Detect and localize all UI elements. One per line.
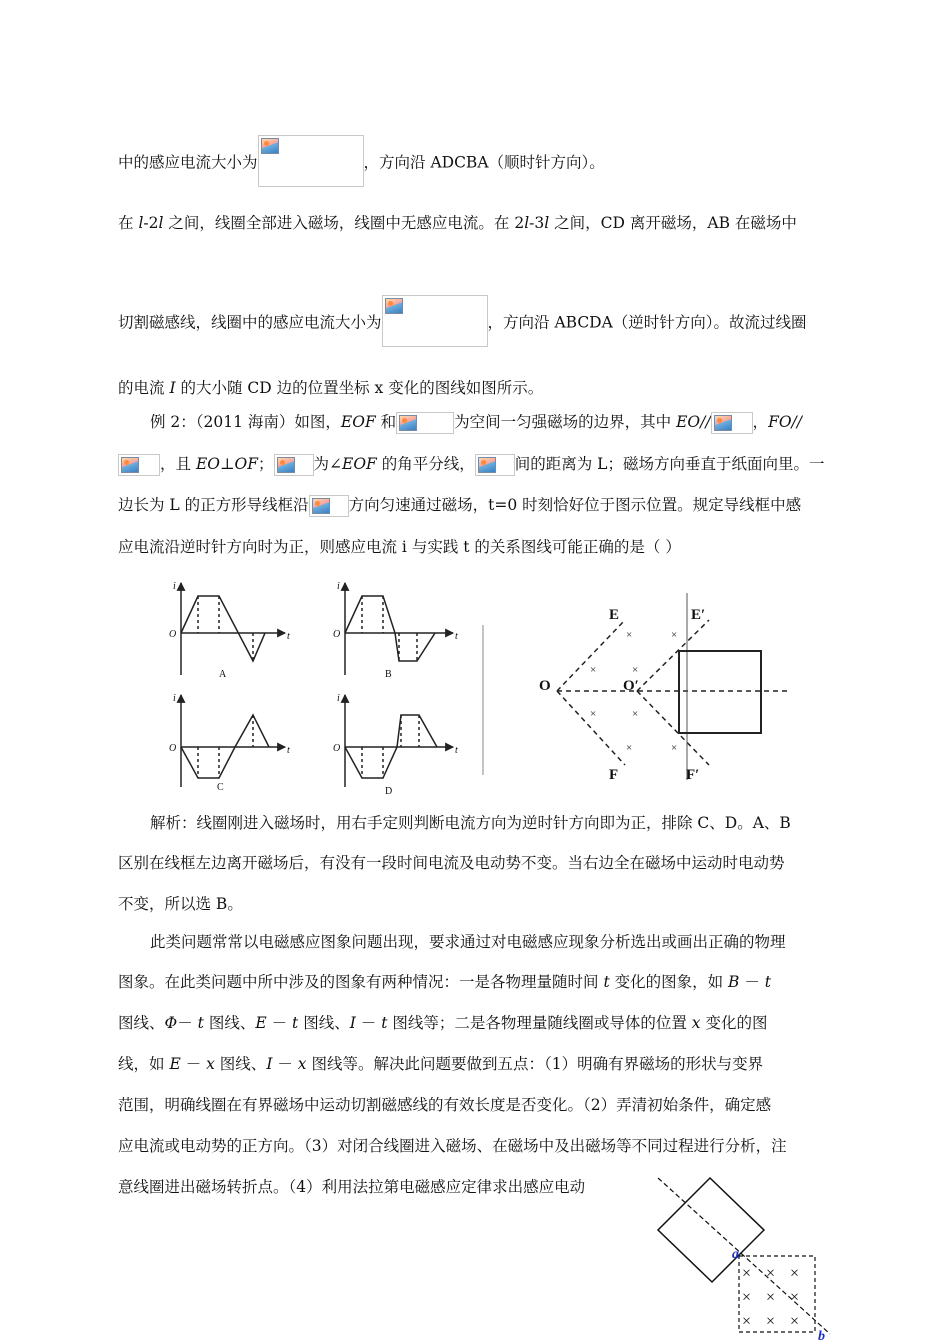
text-line — [118, 1054, 763, 1074]
variable: l — [524, 214, 530, 232]
formula-image — [396, 412, 454, 434]
text-line — [118, 972, 771, 992]
text-line — [118, 454, 824, 476]
graph-c — [181, 695, 285, 787]
point-label: a — [732, 1247, 739, 1262]
text-run: 图线、 — [203, 1014, 256, 1032]
graph-b — [345, 583, 453, 675]
origin-label: O — [333, 743, 341, 754]
text-run: 切割磁感线，线圈中的感应电流大小为 — [118, 313, 382, 332]
text-run: － — [266, 1014, 293, 1032]
variable: l — [158, 214, 164, 232]
text-run: 变化的图 — [700, 1014, 768, 1032]
text-line — [118, 1136, 787, 1156]
field-cross: × — [790, 1313, 800, 1330]
formula-image — [258, 135, 364, 187]
broken-image-icon — [121, 457, 139, 473]
text-run: 的角平分线， — [376, 455, 475, 473]
broken-image-icon — [478, 457, 496, 473]
point-label: b — [818, 1329, 825, 1344]
field-cross: × — [590, 664, 597, 676]
text-run: ，方向沿 ADCBA（顺时针方向）。 — [363, 153, 605, 172]
text-run: － — [355, 1014, 382, 1032]
text-run: 边长为 L 的正方形导线框沿 — [118, 496, 309, 514]
text-run: 方向匀速通过磁场，t=0 时刻恰好位于图示位置。规定导线框中感 — [348, 496, 802, 514]
text-run: － — [739, 973, 765, 991]
variable: l — [544, 214, 550, 232]
text-run: 变化的图象，如 — [609, 973, 729, 991]
variable: t — [603, 973, 610, 991]
broken-image-icon — [714, 415, 732, 431]
text-line — [118, 1095, 771, 1115]
text-run: 区别在线框左边离开磁场后，有没有一段时间电流及电动势不变。当右边全在磁场中运动时电动势 — [118, 854, 785, 872]
point-label: F — [609, 767, 619, 783]
broken-image-icon — [261, 138, 279, 154]
text-line — [118, 894, 243, 914]
physics-figure — [165, 575, 845, 797]
axis-label: i — [337, 693, 340, 704]
text-run: 和 — [375, 413, 397, 431]
variable: t — [197, 1014, 204, 1032]
formula-image — [118, 454, 160, 476]
text-run: － — [180, 1055, 207, 1073]
text-run: 图线、 — [118, 1014, 165, 1032]
variable: I — [266, 1055, 273, 1073]
text-run: 之间，线圈全部进入磁场，线圈中无感应电流。在 2 — [163, 214, 525, 232]
text-run: 图线等；二是各物理量随线圈或导体的位置 — [387, 1014, 692, 1032]
text-run: 解析：线圈刚进入磁场时，用右手定则判断电流方向为逆时针方向即为正，排除 C、D。A、B — [150, 814, 791, 832]
field-cross: × — [766, 1265, 776, 1282]
variable: t — [292, 1014, 299, 1032]
text-run: 应电流沿逆时针方向时为正，则感应电流 i 与实践 t 的关系图线可能正确的是（ ） — [118, 538, 681, 556]
field-cross: × — [742, 1313, 752, 1330]
variable: FO// — [768, 413, 802, 431]
text-run: 例 2：（2011 海南）如图， — [150, 413, 341, 431]
graph-a — [181, 583, 285, 675]
point-label: F′ — [686, 767, 700, 783]
text-line — [118, 1013, 767, 1033]
text-run: -2 — [143, 214, 159, 232]
text-run: 的电流 — [118, 379, 170, 397]
field-cross: × — [632, 708, 639, 720]
origin-label: O — [333, 629, 341, 640]
variable: EOF — [340, 413, 376, 431]
text-run: 为空间一匀强磁场的边界，其中 — [454, 413, 677, 431]
text-run: ， — [752, 413, 769, 431]
field-cross: × — [790, 1289, 800, 1306]
text-run: 图象。在此类问题中所中涉及的图象有两种情况：一是各物理量随时间 — [118, 973, 604, 991]
broken-image-icon — [385, 298, 403, 314]
point-label: O — [539, 678, 551, 694]
graph-label: B — [385, 669, 392, 680]
field-cross: × — [632, 664, 639, 676]
variable: E — [255, 1014, 267, 1032]
text-run: 为∠ — [313, 455, 343, 473]
text-line — [118, 140, 605, 187]
field-cross: × — [742, 1265, 752, 1282]
text-run: － — [177, 1014, 198, 1032]
formula-image — [475, 454, 515, 476]
text-run: 的大小随 CD 边的位置坐标 x 变化的图线如图所示。 — [175, 379, 544, 397]
graph-label: C — [217, 782, 224, 793]
variable: EO// — [676, 413, 711, 431]
text-line — [118, 213, 797, 233]
graph-d — [345, 695, 453, 787]
point-label: E′ — [691, 607, 706, 623]
axis-label: t — [455, 631, 458, 642]
origin-label: O — [169, 629, 177, 640]
broken-image-icon — [312, 498, 330, 514]
axis-label: i — [173, 581, 176, 592]
point-label: O′ — [623, 678, 639, 694]
origin-label: O — [169, 743, 177, 754]
graph-label: A — [219, 669, 227, 680]
text-run: ； — [258, 455, 274, 473]
variable: t — [381, 1014, 388, 1032]
text-run: 应电流或电动势的正方向。（3）对闭合线圈进入磁场、在磁场中及出磁场等不同过程进行分析，注 — [118, 1137, 787, 1155]
variable: I — [349, 1014, 356, 1032]
variable: t — [764, 973, 772, 991]
text-run: 在 — [118, 214, 139, 232]
field-cross: × — [590, 708, 597, 720]
text-run: 线，如 — [118, 1055, 170, 1073]
text-line — [150, 932, 786, 952]
text-line — [118, 1177, 585, 1197]
broken-image-icon — [277, 457, 295, 473]
variable: EO⊥OF — [195, 455, 258, 473]
text-run: 意线圈进出磁场转折点。（4）利用法拉第电磁感应定律求出感应电动 — [118, 1178, 586, 1196]
loop-field-figure — [650, 1174, 840, 1344]
text-run: － — [272, 1055, 298, 1073]
variable: x — [691, 1014, 701, 1032]
text-run: 间的距离为 L；磁场方向垂直于纸面向里。一 — [514, 455, 825, 473]
text-run: 范围，明确线圈在有界磁场中运动切割磁感线的有效长度是否变化。（2）弄清初始条件，确定感 — [118, 1096, 772, 1114]
variable: EOF — [342, 455, 377, 473]
text-run: 图线、 — [298, 1014, 350, 1032]
text-run: 图线等。解决此问题要做到五点：（1）明确有界磁场的形状与变界 — [306, 1055, 764, 1073]
text-line — [150, 813, 791, 833]
axis-label: t — [287, 745, 290, 756]
text-run: 图线、 — [214, 1055, 267, 1073]
text-run: ，且 — [160, 455, 196, 473]
field-cross: × — [671, 742, 678, 754]
text-run: 此类问题常常以电磁感应图象问题出现，要求通过对电磁感应现象分析选出或画出正确的物理 — [150, 933, 786, 951]
broken-image-icon — [399, 415, 417, 431]
text-run: 不变，所以选 B。 — [118, 895, 243, 913]
field-cross: × — [766, 1313, 776, 1330]
text-run: 中的感应电流大小为 — [118, 153, 258, 172]
formula-image — [309, 495, 349, 517]
text-run: 之间，CD 离开磁场，AB 在磁场中 — [549, 214, 797, 232]
text-line — [118, 537, 681, 557]
variable: x — [297, 1055, 307, 1073]
text-line — [118, 495, 801, 517]
axis-label: t — [287, 631, 290, 642]
point-label: E — [609, 607, 620, 623]
text-line — [118, 378, 543, 398]
variable: E — [169, 1055, 181, 1073]
text-run: ，方向沿 ABCDA（逆时针方向）。故流过线圈 — [487, 313, 807, 332]
field-cross: × — [790, 1265, 800, 1282]
text-line — [118, 300, 807, 347]
variable: B — [728, 973, 740, 991]
text-line — [150, 412, 802, 434]
graph-label: D — [385, 786, 393, 797]
field-cross: × — [671, 629, 678, 641]
variable: l — [138, 214, 144, 232]
formula-image — [711, 412, 753, 434]
field-cross: × — [766, 1289, 776, 1306]
field-cross: × — [626, 629, 633, 641]
formula-image — [274, 454, 314, 476]
axis-label: i — [337, 581, 340, 592]
variable: Φ — [164, 1014, 178, 1032]
axis-label: t — [455, 745, 458, 756]
text-line — [118, 853, 785, 873]
variable: I — [169, 379, 176, 397]
field-cross: × — [626, 742, 633, 754]
field-cross: × — [742, 1289, 752, 1306]
axis-label: i — [173, 693, 176, 704]
variable: x — [206, 1055, 215, 1073]
formula-image — [382, 295, 488, 347]
text-run: -3 — [529, 214, 545, 232]
